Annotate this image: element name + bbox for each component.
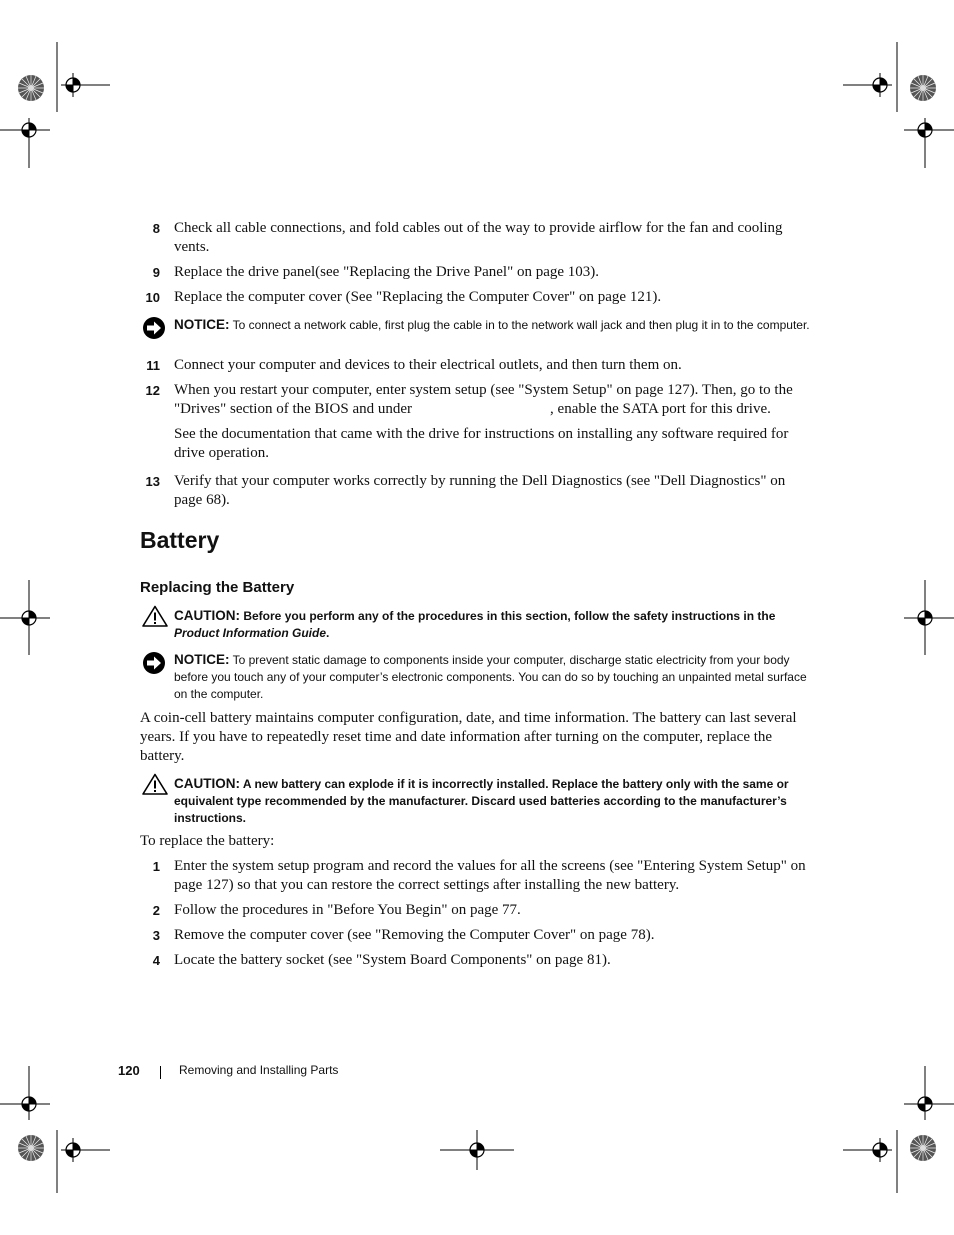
step-11: [140, 356, 814, 375]
battery-description: A coin-cell battery maintains computer configuration, date, and time information. The battery can last several years. If you have to repeatedly reset time and date information after turning on the computer, replace the battery.: [140, 710, 797, 764]
notice-network-cable: [140, 316, 814, 334]
step-text: Follow the procedures in "Before You Begin" on page 77.: [174, 902, 521, 918]
step-number: 13: [145, 474, 160, 489]
step-13: [140, 472, 814, 510]
step-text: Locate the battery socket (see "System Board Components" on page 81).: [174, 952, 611, 968]
notice-label: NOTICE:: [174, 652, 230, 667]
caution-label: CAUTION:: [174, 608, 240, 623]
step-text: Enter the system setup program and record the values for all the screens (see "Entering System Setup" on page 127) so that you can restore the correct settings after installing the new battery.: [174, 858, 806, 893]
step-number: 1: [152, 859, 160, 874]
caution-icon: [142, 773, 168, 795]
battery-step-2: [140, 901, 814, 920]
chapter-title: Removing and Installing Parts: [179, 1063, 339, 1077]
step-12: [140, 381, 814, 419]
caution-text: Before you perform any of the procedures in this section, follow the safety instructions in the: [243, 609, 776, 623]
section-title: Battery: [140, 527, 220, 553]
step-9: [140, 263, 814, 282]
battery-step-3: [140, 926, 814, 945]
step-number: 4: [152, 953, 160, 968]
page-number: 120: [118, 1063, 140, 1078]
subsection-title: Replacing the Battery: [140, 579, 295, 596]
step-number: 3: [152, 928, 160, 943]
step-text: Replace the drive panel(see "Replacing the Drive Panel" on page 103).: [174, 264, 600, 280]
notice-icon: [142, 651, 166, 675]
step-text: Check all cable connections, and fold cables out of the way to provide airflow for the fan and cooling vents.: [174, 220, 783, 255]
notice-icon: [142, 316, 166, 340]
battery-step-4: [140, 951, 814, 970]
to-replace-intro: To replace the battery:: [140, 833, 275, 849]
caution-text: A new battery can explode if it is incorrectly installed. Replace the battery only with the same or equivalent type recommended by the manufacturer. Discard used batteries according to the manufacturer’s instructions.: [174, 777, 789, 825]
step-number: 12: [145, 383, 160, 398]
notice-label: NOTICE:: [174, 317, 230, 332]
step-number: 10: [145, 290, 160, 305]
step-text: Remove the computer cover (see "Removing the Computer Cover" on page 78).: [174, 927, 655, 943]
notice-text: To connect a network cable, first plug the cable in to the network wall jack and then plug it in to the computer.: [232, 318, 810, 332]
step-number: 8: [152, 221, 160, 236]
notice-text: To prevent static damage to components inside your computer, discharge static electricity from your body before you touch any of your computer’s electronic components. You can do so by touching an unpainted metal surface on the computer.: [174, 653, 807, 701]
step-number: 2: [152, 903, 160, 918]
step-8: [140, 219, 814, 257]
step-number: 11: [146, 358, 160, 373]
caution-guide-title: Product Information Guide: [174, 626, 326, 640]
step-text: Replace the computer cover (See "Replacing the Computer Cover" on page 121).: [174, 289, 662, 305]
step-number: 9: [152, 265, 160, 280]
step-text: When you restart your computer, enter system setup (see "System Setup" on page 127). Then, go to the "Drives" section of the BIOS and under: [174, 382, 793, 417]
caution-safety: [140, 607, 814, 642]
step-12-note: See the documentation that came with the drive for instructions on installing any software required for drive operation.: [174, 426, 789, 461]
caution-battery: [140, 775, 814, 827]
step-text: Connect your computer and devices to their electrical outlets, and then turn them on.: [174, 357, 682, 373]
step-text: Verify that your computer works correctly by running the Dell Diagnostics (see "Dell Diagnostics" on page 68).: [174, 473, 786, 508]
notice-static: [140, 651, 814, 703]
page-footer: [118, 1063, 339, 1078]
step-text-end: , enable the SATA port for this drive.: [550, 401, 771, 417]
caution-text-end: .: [326, 626, 330, 640]
caution-icon: [142, 605, 168, 627]
step-10: [140, 288, 814, 307]
footer-divider: [160, 1066, 161, 1079]
caution-label: CAUTION:: [174, 776, 240, 791]
battery-step-1: [140, 857, 814, 895]
